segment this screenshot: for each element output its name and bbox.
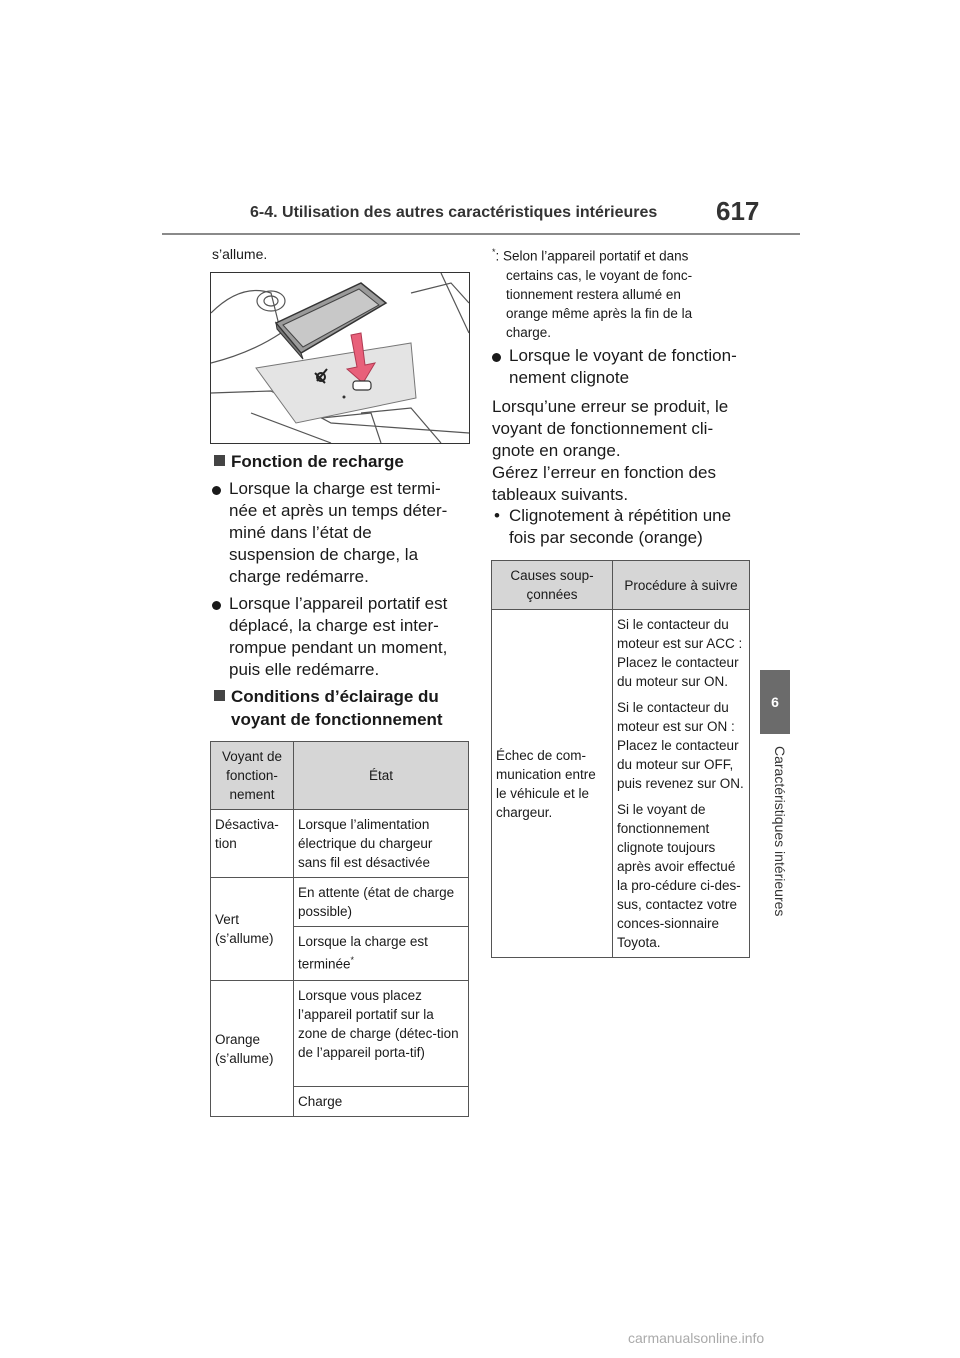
chapter-label: Caractéristiques intérieures: [772, 746, 788, 917]
row-state-off: Lorsque l’alimentation électrique du chargeur sans fil est désactivée: [294, 810, 469, 878]
watermark: carmanualsonline.info: [628, 1330, 765, 1346]
chapter-number: 6: [771, 694, 779, 710]
heading-charge-function: Fonction de recharge: [214, 450, 404, 473]
bullet-charge-restart: Lorsque la charge est termi- née et après un temps déter- miné dans l’état de suspension de charge, la charge redémarre.: [212, 478, 484, 588]
procedure-step-1: Si le contacteur du moteur est sur ACC : Placez le contacteur du moteur sur ON.: [617, 617, 743, 689]
page-number: 617: [716, 196, 760, 226]
cause-communication-failure: Échec de com-munication entre le véhicule et le chargeur.: [492, 610, 613, 958]
footnote: *: Selon l’appareil portatif et dans certains cas, le voyant de fonc- tionnement restera allumé en orange même après la fin de la charge.: [492, 247, 693, 340]
sub-bullet-blink-rate: • Clignotement à répétition une fois par seconde (orange): [494, 506, 732, 547]
charger-illustration: [210, 272, 470, 444]
row-label-green: Vert (s’allume): [211, 878, 294, 981]
col-header-state: État: [294, 742, 469, 810]
row-label-off: Désactiva-tion: [211, 810, 294, 878]
dot-bullet-icon: •: [494, 506, 500, 525]
bullet-icon: [212, 601, 221, 610]
row-state-green-standby: En attente (état de charge possible): [294, 878, 469, 927]
procedure-step-3: Si le voyant de fonctionnement clignote toujours après avoir effectué la pro-cédure ci-des-sus, contactez votre conces-sionnaire Toyota.: [617, 802, 741, 950]
procedure-steps: [613, 610, 750, 958]
section-title: 6-4. Utilisation des autres caractéristiques intérieures: [250, 204, 658, 221]
header-divider: [162, 233, 800, 235]
col-header-indicator: Voyant de fonction-nement: [211, 742, 294, 810]
error-paragraph: Lorsqu’une erreur se produit, le voyant de fonctionnement cli- gnote en orange. Gérez l’erreur en fonction des tableaux suivants.: [492, 397, 729, 504]
square-bullet-icon: [214, 690, 225, 701]
row-state-green-complete: Lorsque la charge est terminée*: [294, 927, 469, 981]
bullet-icon: [492, 353, 501, 362]
col-header-procedure: Procédure à suivre: [613, 561, 750, 610]
bullet-indicator-blinks: Lorsque le voyant de fonction- nement clignote: [492, 345, 769, 389]
bullet-device-moved: Lorsque l’appareil portatif est déplacé, la charge est inter- rompue pendant un moment, puis elle redémarre.: [212, 593, 484, 681]
row-state-orange-charge: Charge: [294, 1087, 469, 1117]
bullet-icon: [212, 486, 221, 495]
troubleshooting-table: [491, 560, 750, 958]
indicator-table: [210, 741, 469, 1117]
procedure-step-2: Si le contacteur du moteur est sur ON : Placez le contacteur du moteur sur OFF, puis revenez sur ON.: [617, 700, 744, 791]
chapter-tab: [760, 670, 790, 734]
col-header-causes: Causes soup-çonnées: [492, 561, 613, 610]
intro-text: s’allume.: [212, 246, 268, 262]
row-label-orange: Orange (s’allume): [211, 981, 294, 1117]
heading-lighting-conditions: Conditions d’éclairage du voyant de fonctionnement: [214, 685, 443, 731]
row-state-orange-detect: Lorsque vous placez l’appareil portatif sur la zone de charge (détec-tion de l’appareil porta-tif): [294, 981, 469, 1087]
square-bullet-icon: [214, 455, 225, 466]
